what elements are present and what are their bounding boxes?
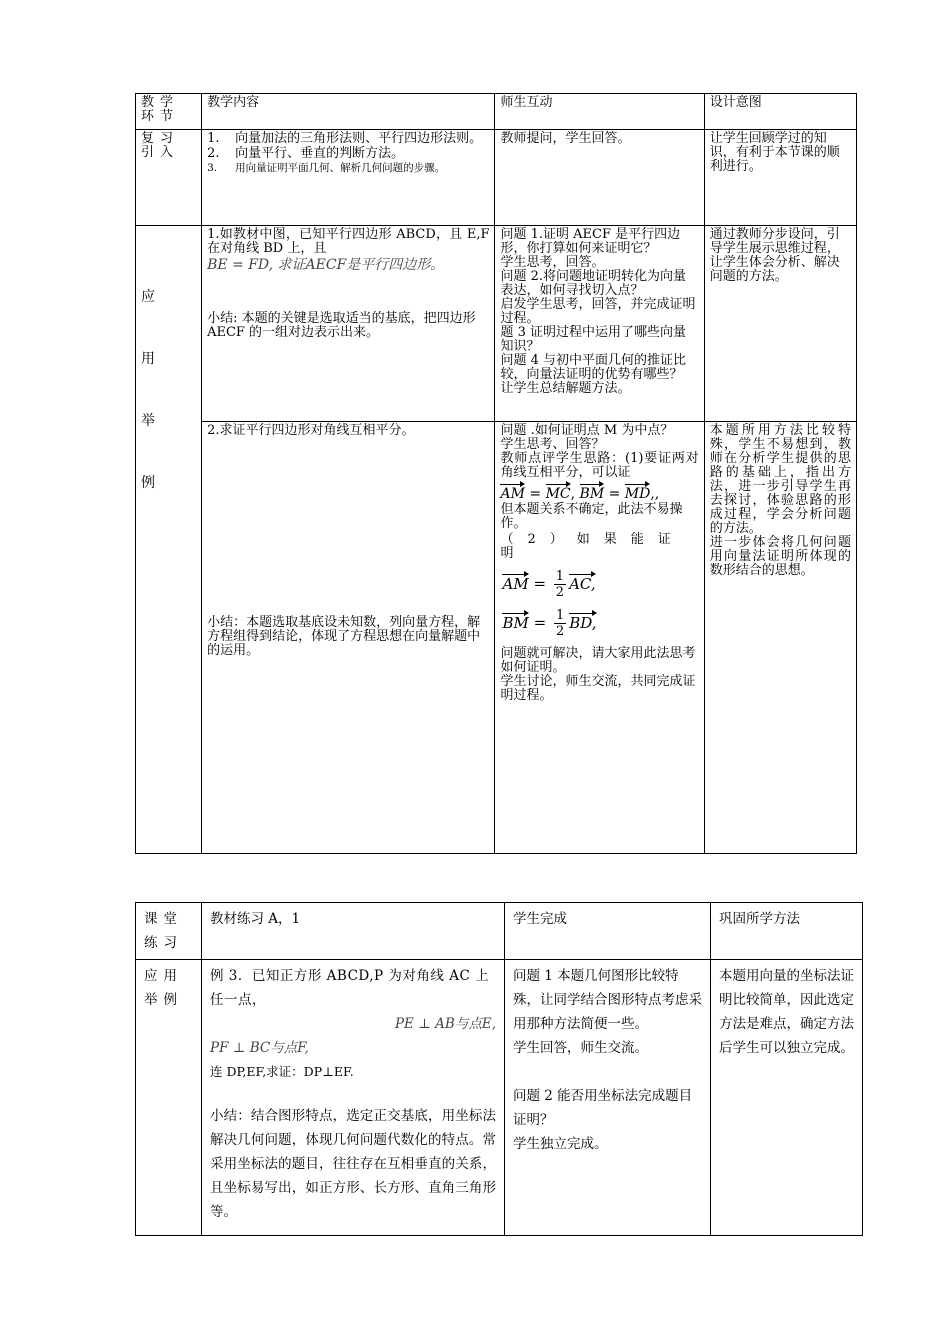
review-interaction: 教师提问，学生回答。 <box>495 130 704 226</box>
interaction-line: 问题就可解决，请大家用此法思考如何证明。 <box>500 646 696 675</box>
review-item-1: 1. 向量加法的三角形法则、平行四边形法则。 <box>207 131 483 146</box>
interaction-line: 学生回答，师生交流。 <box>513 1040 648 1056</box>
header-content: 教学内容 <box>202 94 495 130</box>
interaction-line: 问题 1 本题几何图形比较特殊，让同学结合图形特点考虑采用那种方法简便一些。 <box>513 968 702 1032</box>
vector-bm: BM <box>502 613 529 632</box>
section-char-2: 用 <box>141 351 155 367</box>
equation-bm: BM = $\frac{1}{2}$ BD, <box>502 608 597 639</box>
interaction-line: 学生独立完成。 <box>513 1136 608 1152</box>
example3-content <box>202 960 505 1236</box>
interaction-line: 学生思考、回答？ <box>500 437 605 452</box>
example2-problem: 2.求证平行四边形对角线互相平分。 <box>207 423 415 438</box>
equation-tail: ,, <box>650 486 660 502</box>
practice-section: 课堂练习 <box>136 903 202 960</box>
interaction-line: 问题 2 能否用坐标法完成题目证明？ <box>513 1088 693 1128</box>
practice-table <box>135 902 863 1236</box>
fraction: $\frac{1}{2}$ <box>555 569 565 600</box>
vector-bd: BD, <box>569 613 597 632</box>
equation-am: AM = $\frac{1}{2}$ AC, <box>502 569 596 600</box>
practice-row <box>136 903 863 960</box>
review-row <box>136 130 857 226</box>
example1-math: BE = FD, 求证AECF是平行四边形。 <box>207 257 445 273</box>
vector-ac: AC, <box>569 574 596 593</box>
interaction-line: 启发学生思考，回答，并完成证明过程。 <box>500 297 696 326</box>
example2-summary: 小结：本题选取基底设未知数，列向量方程，解方程组得到结论，体现了方程思想在向量解题中的运用。 <box>207 615 481 658</box>
review-item-2: 2. 向量平行、垂直的判断方法。 <box>207 146 405 161</box>
header-row <box>136 94 857 130</box>
lesson-plan-table <box>135 93 857 854</box>
application-section <box>136 226 202 854</box>
example2-row <box>136 422 857 854</box>
example1-row <box>136 226 857 422</box>
example1-interaction <box>495 226 704 422</box>
review-item-3: 3. 用向量证明平面几何、解析几何问题的步骤。 <box>207 162 446 174</box>
intent-line: 进一步体会将几何问题用向量法证明所体现的数形结合的思想。 <box>709 535 851 578</box>
example2-intent <box>704 422 856 854</box>
review-intent: 让学生回顾学过的知识，有利于本节课的顺利进行。 <box>704 130 856 226</box>
example3-row <box>136 960 863 1236</box>
review-content <box>202 130 495 226</box>
practice-intent: 巩固所学方法 <box>711 903 863 960</box>
practice-interaction: 学生完成 <box>505 903 711 960</box>
interaction-line: 问题 1.证明 AECF 是平行四边形，你打算如何来证明它？ <box>500 227 681 256</box>
header-intent: 设计意图 <box>704 94 856 130</box>
example3-math-1: PE ⊥ AB与点E, <box>394 1016 496 1032</box>
vector-am: AM <box>500 483 524 501</box>
section-char-3: 举 <box>141 413 155 429</box>
example3-prove: 连 DP,EF,求证：DP⊥EF. <box>210 1064 354 1079</box>
interaction-line: （2）如果能证明 <box>500 532 685 561</box>
interaction-line: 学生讨论，师生交流，共同完成证明过程。 <box>500 674 696 703</box>
vector-bm: BM <box>580 483 605 501</box>
example3-interaction <box>505 960 711 1236</box>
interaction-line: 题 3 证明过程中运用了哪些向量知识？ <box>500 325 687 354</box>
example2-interaction <box>495 422 704 854</box>
interaction-line: 教师点评学生思路：(1)要证两对角线互相平分，可以证 <box>500 451 699 480</box>
fraction: $\frac{1}{2}$ <box>555 608 565 639</box>
header-section: 教学环节 <box>136 94 202 130</box>
vector-am: AM <box>502 574 529 593</box>
interaction-line: 学生思考，回答。 <box>500 255 605 270</box>
example3-math-2: PF ⊥ BC与点F, <box>210 1040 309 1056</box>
interaction-line: 问题 .如何证明点 M 为中点？ <box>500 423 674 438</box>
example2-content <box>202 422 495 854</box>
interaction-line: 但本题关系不确定，此法不易操作。 <box>500 502 683 531</box>
practice-content: 教材练习 A，1 <box>202 903 505 960</box>
example3-summary: 小结：结合图形特点，选定正交基底，用坐标法解决几何问题，体现几何问题代数化的特点。常采用坐标法的题目，往往存在互相垂直的关系，且坐标易写出，如正方形、长方形、直角三角形等。 <box>210 1108 496 1220</box>
example1-summary: 小结: 本题的关键是选取适当的基底，把四边形 AECF 的一组对边表示出来。 <box>207 311 476 340</box>
example1-intent: 通过教师分步设问，引导学生展示思维过程，让学生体会分析、解决问题的方法。 <box>704 226 856 422</box>
example3-section: 应用举例 <box>136 960 202 1236</box>
section-char-4: 例 <box>141 475 155 491</box>
vector-mc: MC <box>546 483 571 501</box>
example1-content <box>202 226 495 422</box>
example1-problem: 1.如教材中图，已知平行四边形 ABCD，且 E,F 在对角线 BD 上，且 <box>207 227 490 256</box>
interaction-line: 问题 2.将问题地证明转化为向量表达，如何寻找切入点？ <box>500 269 687 298</box>
example3-intent: 本题用向量的坐标法证明比较简单，因此选定方法是难点，确定方法后学生可以独立完成。 <box>711 960 863 1236</box>
review-section: 复习引入 <box>136 130 202 226</box>
interaction-line: 让学生总结解题方法。 <box>500 381 631 396</box>
header-interaction: 师生互动 <box>495 94 704 130</box>
section-char-1: 应 <box>141 289 155 305</box>
intent-line: 本题所用方法比较特殊，学生不易想到，教师在分析学生提供的思路的基础上，指出方法，进一步引导学生再去探讨，体验思路的形成过程，学会分析问题的方法。 <box>709 423 851 536</box>
vector-equation-line: AM = MC, BM = MD,, <box>500 483 698 501</box>
example3-problem: 例 3．已知正方形 ABCD,P 为对角线 AC 上任一点， <box>210 968 490 1008</box>
interaction-line: 问题 4 与初中平面几何的推证比较，向量法证明的优势有哪些？ <box>500 353 687 382</box>
vector-md: MD <box>625 483 651 501</box>
